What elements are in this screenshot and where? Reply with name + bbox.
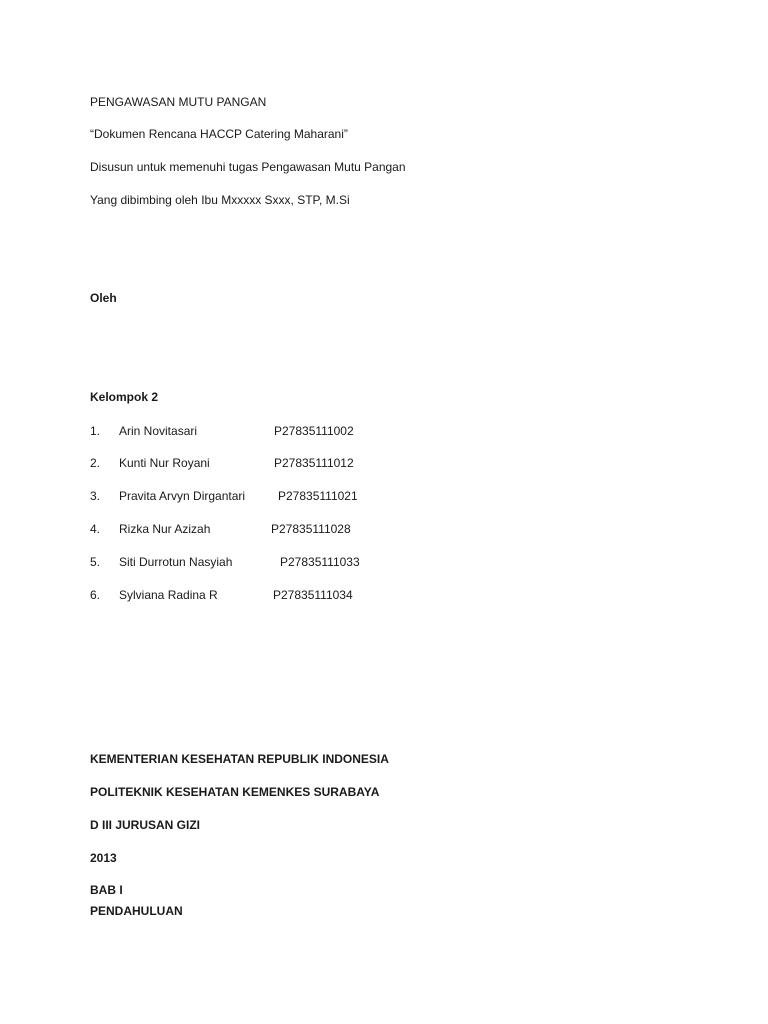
member-nim: P27835111033 — [280, 555, 360, 569]
member-nim: P27835111012 — [274, 456, 354, 470]
member-number: 1. — [90, 424, 101, 438]
member-name: Sylviana Radina R — [119, 588, 218, 602]
chapter-title: PENDAHULUAN — [90, 904, 183, 918]
ministry-line: KEMENTERIAN KESEHATAN REPUBLIK INDONESIA — [90, 752, 389, 766]
member-number: 5. — [90, 555, 101, 569]
member-nim: P27835111002 — [274, 424, 354, 438]
member-number: 6. — [90, 588, 101, 602]
member-nim: P27835111021 — [278, 489, 358, 503]
member-name: Siti Durrotun Nasyiah — [119, 555, 233, 569]
member-name: Arin Novitasari — [119, 424, 198, 438]
member-number: 2. — [90, 456, 101, 470]
document-title: “Dokumen Rencana HACCP Catering Maharani” — [90, 127, 348, 141]
chapter-number: BAB I — [90, 883, 123, 897]
supervisor-line: Yang dibimbing oleh Ibu Mxxxxx Sxxx, STP, M.Si — [90, 193, 350, 207]
by-label: Oleh — [90, 291, 117, 305]
member-nim: P27835111028 — [271, 522, 351, 536]
year-line: 2013 — [90, 851, 117, 865]
member-name: Rizka Nur Azizah — [119, 522, 211, 536]
member-name: Pravita Arvyn Dirgantari — [119, 489, 246, 503]
member-nim: P27835111034 — [273, 588, 353, 602]
group-label: Kelompok 2 — [90, 390, 159, 404]
member-number: 4. — [90, 522, 101, 536]
course-title: PENGAWASAN MUTU PANGAN — [90, 95, 267, 109]
department-line: D III JURUSAN GIZI — [90, 818, 201, 832]
member-name: Kunti Nur Royani — [119, 456, 210, 470]
member-number: 3. — [90, 489, 101, 503]
institution-line: POLITEKNIK KESEHATAN KEMENKES SURABAYA — [90, 785, 380, 799]
purpose-line: Disusun untuk memenuhi tugas Pengawasan Mutu Pangan — [90, 160, 406, 174]
